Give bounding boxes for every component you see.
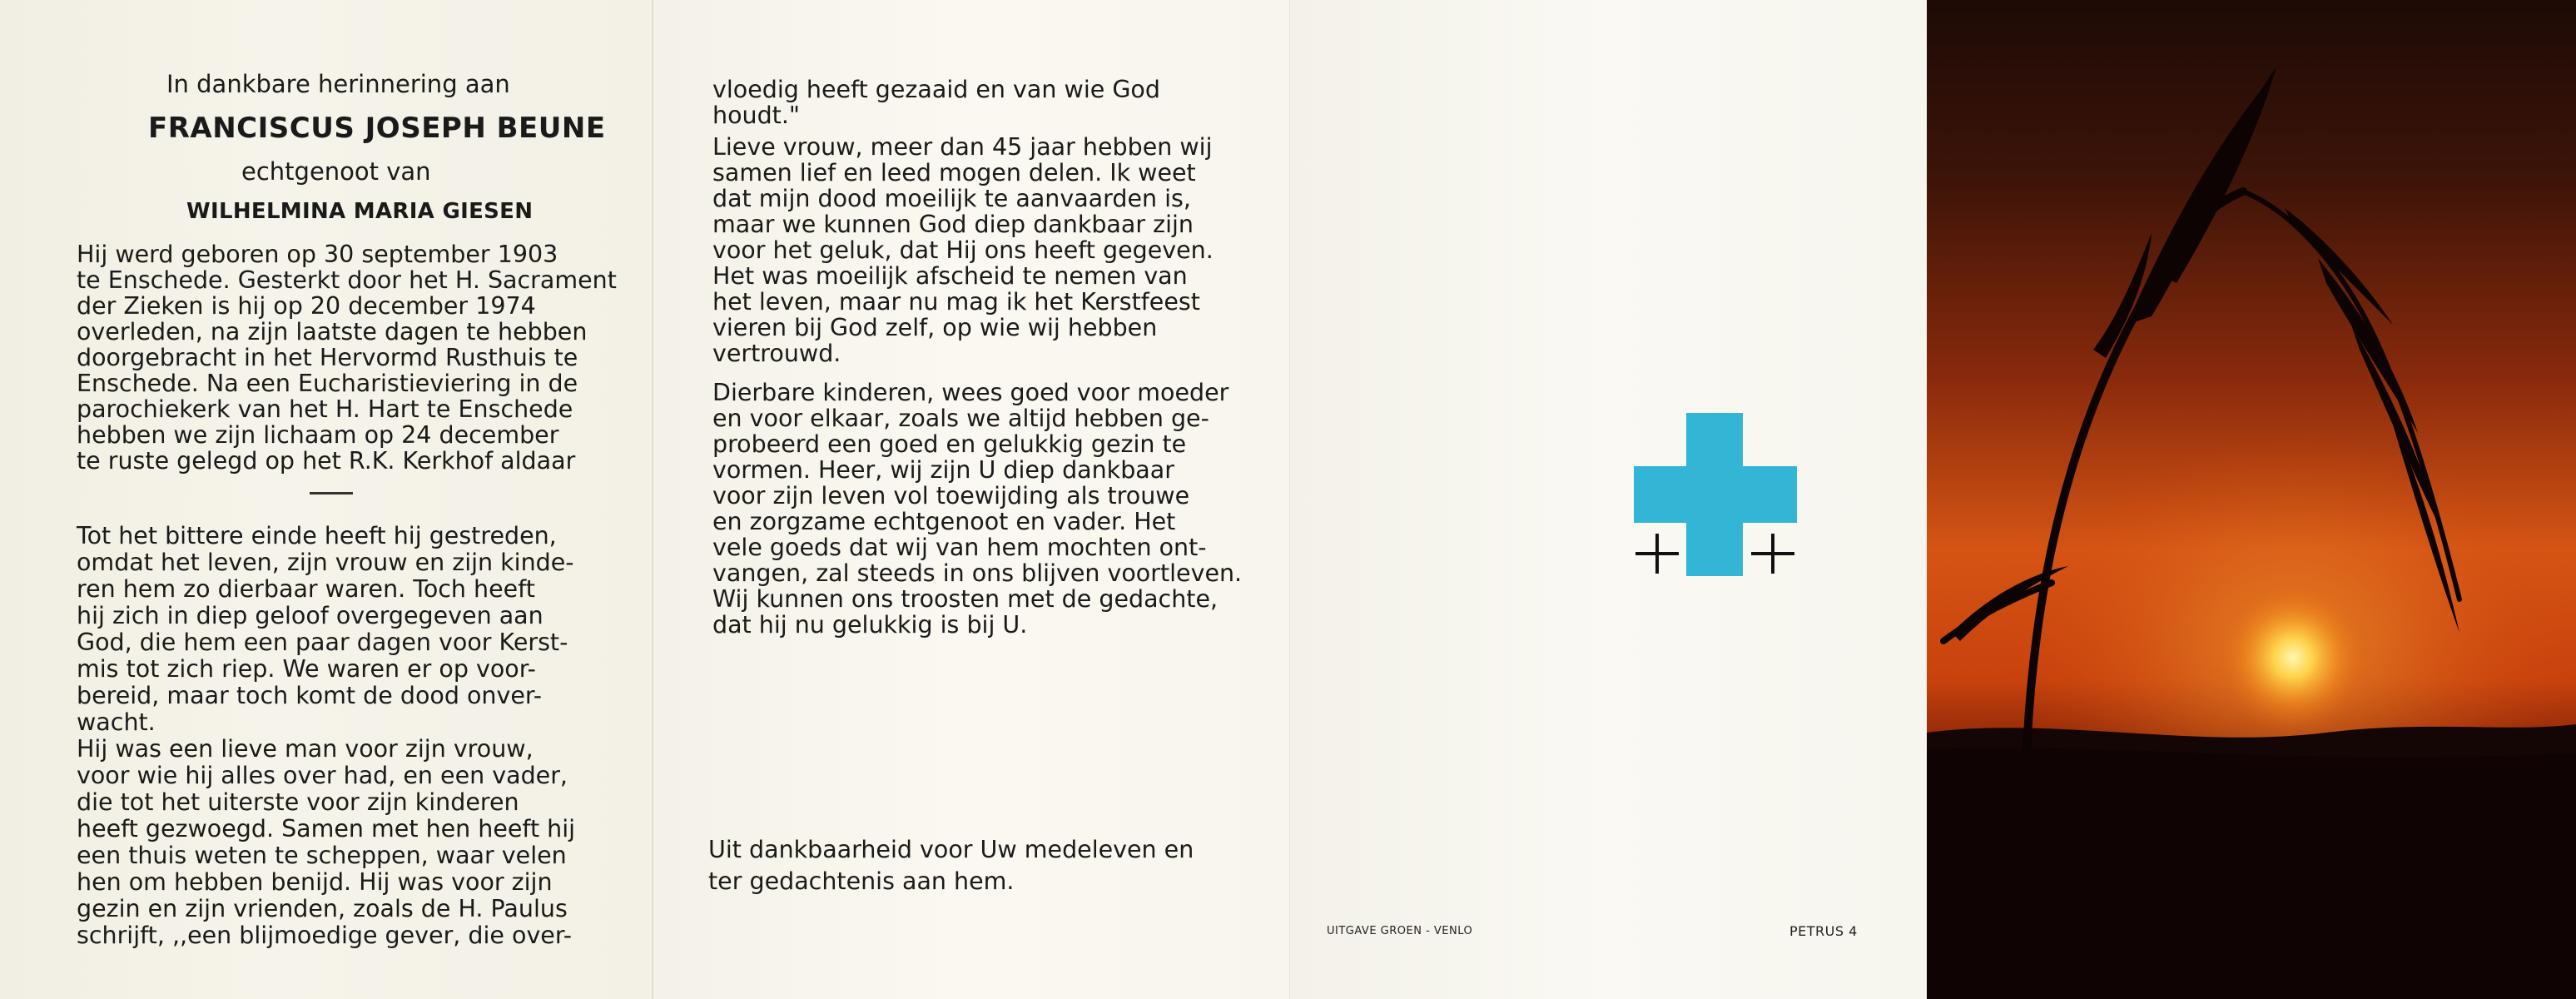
- tribute-line: hen om hebben benijd. Hij was voor zijn: [77, 868, 553, 896]
- bio-line: der Zieken is hij op 20 december 1974: [77, 292, 536, 320]
- memorial-intro: In dankbare herinnering aan: [166, 70, 510, 98]
- small-cross-icon: [1751, 534, 1794, 574]
- text-line: vangen, zal steeds in ons blijven voortleven.: [712, 559, 1243, 587]
- bio-line: parochiekerk van het H. Hart te Enschede: [77, 395, 573, 423]
- text-line: vele goeds dat wij van hem mochten ont-: [712, 534, 1207, 561]
- tribute-line: hij zich in diep geloof overgegeven aan: [77, 602, 543, 629]
- tribute-line: omdat het leven, zijn vrouw en zijn kinde-: [77, 549, 574, 576]
- card-panel-cover: [1290, 0, 1927, 999]
- small-cross-icon: [1635, 534, 1679, 574]
- text-line: Wij kunnen ons troosten met de gedachte,: [712, 585, 1219, 613]
- bio-line: doorgebracht in het Hervormd Rusthuis te: [77, 344, 578, 371]
- tribute-line: heeft gezwoegd. Samen met hen heeft hij: [77, 815, 576, 842]
- text-line: ter gedachtenis aan hem.: [708, 867, 1015, 895]
- cross-horizontal-bar: [1634, 466, 1797, 523]
- text-line: samen lief en leed mogen delen. Ik weet: [712, 159, 1196, 186]
- spouse-name: WILHELMINA MARIA GIESEN: [186, 199, 534, 224]
- tribute-line: voor wie hij alles over had, en een vader,: [77, 762, 568, 789]
- card-panel-left: [0, 0, 653, 999]
- text-line: vormen. Heer, wij zijn U diep dankbaar: [712, 456, 1174, 484]
- tribute-line: gezin en zijn vrienden, zoals de H. Paulus: [77, 895, 568, 922]
- publisher-credit: UITGAVE GROEN - VENLO: [1327, 925, 1473, 937]
- tribute-line: wacht.: [77, 708, 156, 736]
- bio-line: hebben we zijn lichaam op 24 december: [77, 421, 559, 449]
- bio-line: te ruste gelegd op het R.K. Kerkhof aldaar: [77, 447, 576, 475]
- text-line: dat hij nu gelukkig is bij U.: [712, 611, 1028, 639]
- text-line: probeerd een goed en gelukkig gezin te: [712, 430, 1187, 458]
- bio-line: te Enschede. Gesterkt door het H. Sacrament: [77, 266, 617, 294]
- text-line: voor zijn leven vol toewijding als trouwe: [712, 482, 1190, 509]
- tribute-line: ren hem zo dierbaar waren. Toch heeft: [77, 575, 535, 603]
- text-line: vertrouwd.: [712, 340, 841, 367]
- card-panel-middle: [653, 0, 1290, 999]
- bio-line: Hij werd geboren op 30 september 1903: [77, 241, 558, 268]
- text-line: en zorgzame echtgenoot en vader. Het: [712, 508, 1176, 535]
- sunset-wheat-photo: [1927, 0, 2576, 999]
- text-line: Uit dankbaarheid voor Uw medeleven en: [708, 836, 1194, 863]
- series-label: PETRUS 4: [1789, 923, 1858, 939]
- tribute-line: Hij was een lieve man voor zijn vrouw,: [77, 735, 534, 763]
- text-line: Lieve vrouw, meer dan 45 jaar hebben wij: [712, 133, 1213, 161]
- bio-line: overleden, na zijn laatste dagen te hebben: [77, 318, 588, 345]
- text-line: vieren bij God zelf, op wie wij hebben: [712, 314, 1158, 341]
- tribute-line: een thuis weten te scheppen, waar velen: [77, 842, 567, 869]
- tribute-line: die tot het uiterste voor zijn kinderen: [77, 788, 519, 816]
- text-line: dat mijn dood moeilijk te aanvaarden is,: [712, 185, 1191, 212]
- deceased-name: FRANCISCUS JOSEPH BEUNE: [148, 112, 606, 145]
- tribute-line: mis tot zich riep. We waren er op voor-: [77, 655, 536, 683]
- sunset-image: [1927, 0, 2576, 999]
- tribute-line: schrijft, ,,een blijmoedige gever, die over-: [77, 922, 573, 949]
- text-line: het leven, maar nu mag ik het Kerstfeest: [712, 288, 1200, 316]
- bio-line: Enschede. Na een Eucharistieviering in de: [77, 370, 578, 397]
- text-line: voor het geluk, dat Hij ons heeft gegeven.: [712, 236, 1214, 264]
- text-line: maar we kunnen God diep dankbaar zijn: [712, 211, 1194, 238]
- spouse-intro: echtgenoot van: [241, 157, 431, 186]
- text-line: vloedig heeft gezaaid en van wie God: [712, 76, 1160, 103]
- text-line: houdt.": [712, 102, 800, 129]
- tribute-line: Tot het bittere einde heeft hij gestreden,: [77, 522, 557, 549]
- text-line: Het was moeilijk afscheid te nemen van: [712, 262, 1188, 290]
- text-line: en voor elkaar, zoals we altijd hebben ge-: [712, 405, 1209, 432]
- tribute-line: God, die hem een paar dagen voor Kerst-: [77, 629, 568, 656]
- tribute-line: bereid, maar toch komt de dood onver-: [77, 682, 543, 709]
- text-line: Dierbare kinderen, wees goed voor moeder: [712, 379, 1229, 406]
- section-divider: [310, 492, 353, 495]
